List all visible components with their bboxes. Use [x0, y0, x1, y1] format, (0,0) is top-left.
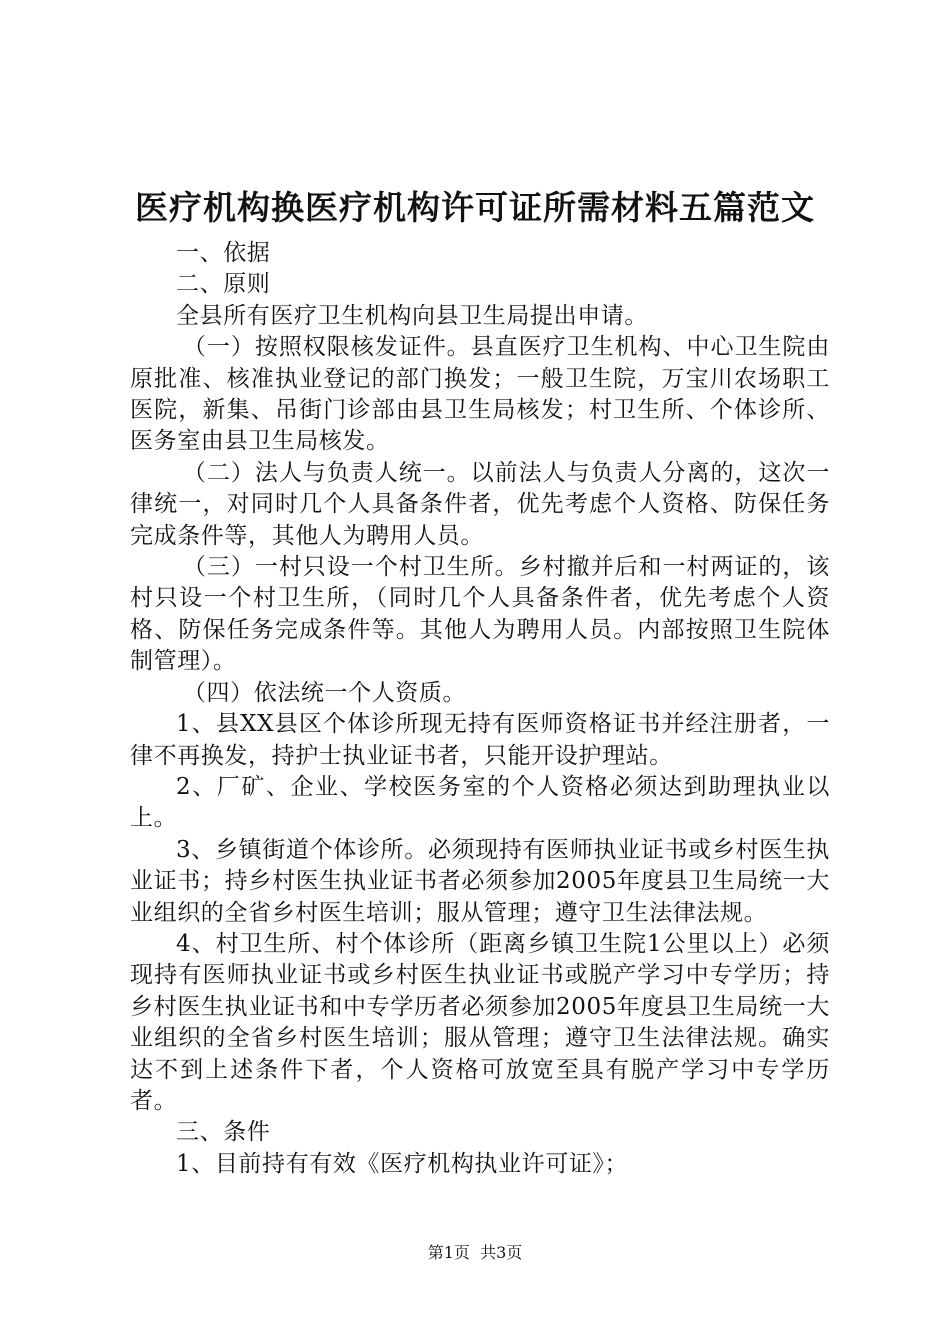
body-paragraph: （四）依法统一个人资质。: [182, 679, 467, 706]
body-paragraph: （二）法人与负责人统一。以前法人与负责人分离的，这次一律统一，对同时几个人具备条件者，优先考虑个人资格、防保任务完成条件等，其他人为聘用人员。: [130, 459, 830, 549]
body-paragraph: （三）一村只设一个村卫生所。乡村撤并后和一村两证的，该村只设一个村卫生所，（同时几个人具备条件者，优先考虑个人资格、防保任务完成条件等。其他人为聘用人员。内部按照卫生院体制管理）。: [130, 554, 830, 675]
body-paragraph: （一）按照权限核发证件。县直医疗卫生机构、中心卫生院由原批准、核准执业登记的部门换发；一般卫生院，万宝川农场职工医院，新集、吊街门诊部由县卫生局核发；村卫生所、个体诊所、医务室由县卫生局核发。: [130, 334, 830, 455]
document-title: 医疗机构换医疗机构许可证所需材料五篇范文: [135, 188, 815, 227]
page-number: 第1页: [427, 1243, 470, 1262]
list-item: 4、村卫生所、村个体诊所（距离乡镇卫生院1公里以上）必须现持有医师执业证书或乡村医生执业证书或脱产学习中专学历；持乡村医生执业证书和中专学历者必须参加2005年度县卫生局统一大业组织的全省乡村医生培训；服从管理；遵守卫生法律法规。确实达不到上述条件下者，个人资格可放宽至具有脱产学习中专学历者。: [130, 930, 830, 1114]
page-footer: [0, 1241, 950, 1265]
heading-basis: 一、依据: [176, 240, 271, 266]
document-body: [130, 238, 830, 1180]
heading-principles: 二、原则: [176, 271, 271, 298]
list-item: 3、乡镇街道个体诊所。必须现持有医师执业证书或乡村医生执业证书；持乡村医生执业证书者必须参加2005年度县卫生局统一大业组织的全省乡村医生培训；服从管理；遵守卫生法律法规。: [130, 836, 830, 926]
page-total: 共3页: [480, 1243, 523, 1262]
list-item: 1、目前持有有效《医疗机构执业许可证》；: [176, 1150, 629, 1177]
body-paragraph: 全县所有医疗卫生机构向县卫生局提出申请。: [176, 302, 648, 329]
list-item: 1、县XX县区个体诊所现无持有医师资格证书并经注册者，一律不再换发，持护士执业证书者，只能开设护理站。: [130, 711, 830, 769]
heading-conditions: 三、条件: [176, 1119, 271, 1146]
list-item: 2、厂矿、企业、学校医务室的个人资格必须达到助理执业以上。: [130, 773, 830, 832]
